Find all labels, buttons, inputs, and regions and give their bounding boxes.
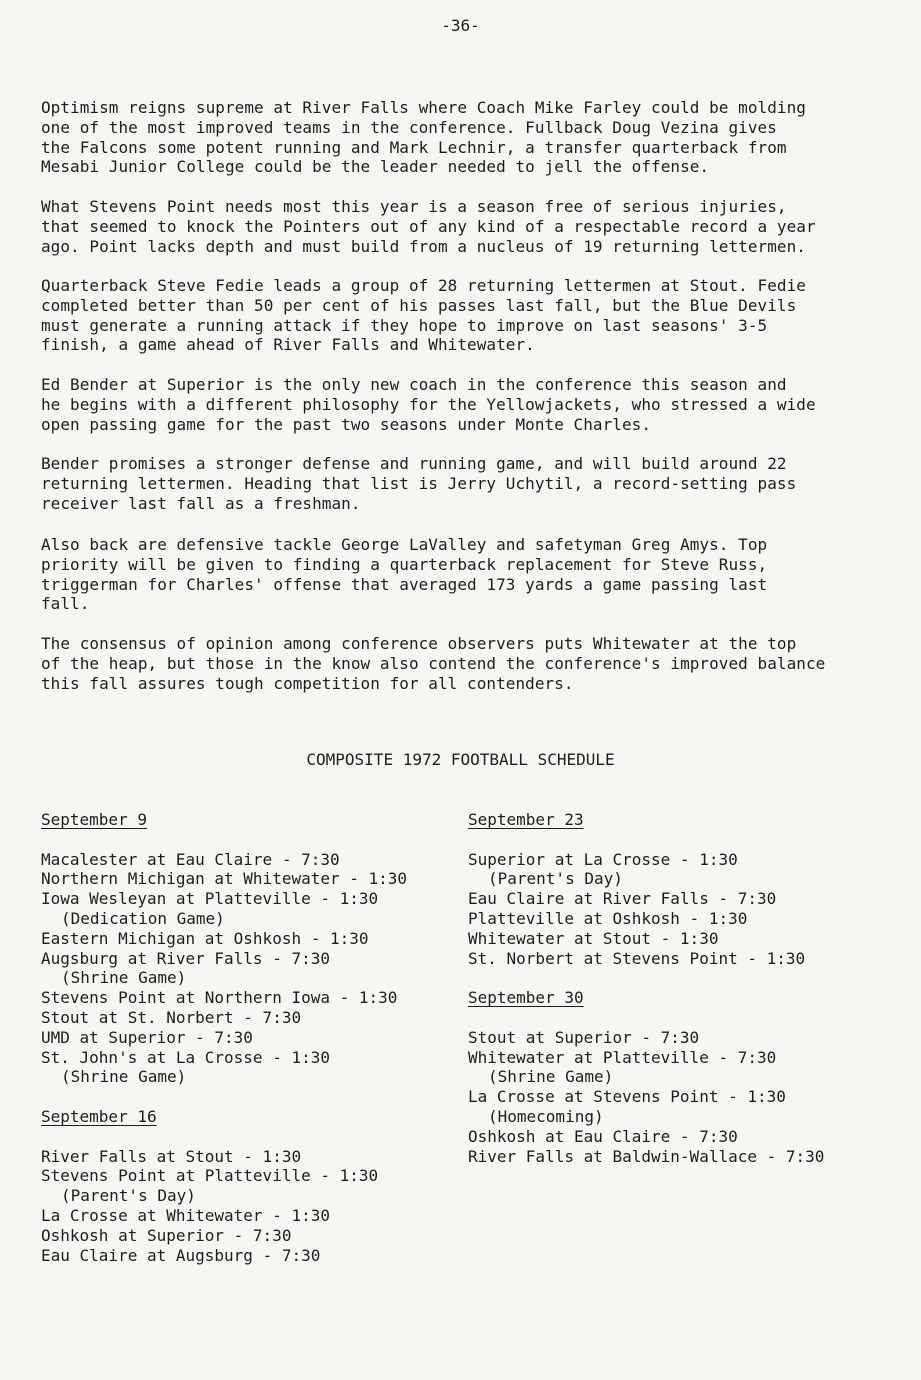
schedule-game: Eau Claire at River Falls - 7:30 (468, 889, 777, 909)
section-gap (468, 968, 908, 988)
paragraph-superior-coach: Ed Bender at Superior is the only new coach in the conference this season and he begins with a different philosophy for the Yellowjackets, who stressed a wide open passing game for the past two seasons under Monte Charles. (41, 375, 816, 434)
section-gap (468, 1008, 908, 1028)
schedule-game: Oshkosh at Eau Claire - 7:30 (468, 1126, 738, 1146)
section-gap (41, 830, 461, 850)
schedule-game: Macalester at Eau Claire - 7:30 (41, 849, 340, 869)
schedule-date-heading: September 23 (468, 810, 584, 829)
schedule-game-note: (Parent's Day) (488, 869, 623, 889)
paragraph-river-falls: Optimism reigns supreme at River Falls where Coach Mike Farley could be molding one of the most improved teams in the conference. Fullback Doug Vezina gives the Falcons some potent running and Mark Lechnir, a transfer quarterback from Mesabi Junior College could be the leader needed to jell the offense. (41, 98, 806, 177)
schedule-game: Iowa Wesleyan at Platteville - 1:30 (41, 889, 379, 909)
schedule-game-note: (Homecoming) (488, 1106, 604, 1126)
paragraph-stout: Quarterback Steve Fedie leads a group of 28 returning lettermen at Stout. Fedie completed better than 50 per cent of his passes last fall, but the Blue Devils must generate a running attack if they hope to improve on last seasons' 3-5 finish, a game ahead of River Falls and Whitewater. (41, 276, 806, 355)
schedule-game: Northern Michigan at Whitewater - 1:30 (41, 869, 408, 889)
schedule-game: Whitewater at Stout - 1:30 (468, 928, 719, 948)
section-gap (41, 1087, 461, 1107)
schedule-game-note: (Shrine Game) (488, 1067, 614, 1087)
schedule-title: COMPOSITE 1972 FOOTBALL SCHEDULE (306, 750, 615, 769)
schedule-date-heading: September 16 (41, 1106, 157, 1126)
schedule-game-note: (Shrine Game) (61, 968, 187, 988)
schedule-game: Stevens Point at Northern Iowa - 1:30 (41, 988, 398, 1008)
schedule-game: Superior at La Crosse - 1:30 (468, 849, 738, 869)
schedule-game: River Falls at Stout - 1:30 (41, 1146, 302, 1166)
schedule-game: St. Norbert at Stevens Point - 1:30 (468, 948, 806, 968)
schedule-game-note: (Shrine Game) (61, 1067, 187, 1087)
paragraph-consensus: The consensus of opinion among conference observers puts Whitewater at the top of the heap, but those in the know also contend the conference's improved balance this fall assures tough competition for all contenders. (41, 634, 826, 693)
schedule-date-heading: September 9 (41, 810, 147, 829)
schedule-game: Eau Claire at Augsburg - 7:30 (41, 1245, 321, 1265)
paragraph-superior-returnees: Also back are defensive tackle George LaValley and safetyman Greg Amys. Top priority will be given to finding a quarterback replacement for Steve Russ, triggerman for Charles' offense that averaged 173 yards a game passing last fall. (41, 535, 768, 614)
schedule-column-left (41, 810, 461, 1265)
schedule-game: Augsburg at River Falls - 7:30 (41, 948, 330, 968)
schedule-game: Stout at St. Norbert - 7:30 (41, 1007, 302, 1027)
schedule-game: Stout at Superior - 7:30 (468, 1027, 700, 1047)
schedule-game: Whitewater at Platteville - 7:30 (468, 1047, 777, 1067)
paragraph-stevens-point: What Stevens Point needs most this year is a season free of serious injuries, that seemed to knock the Pointers out of any kind of a respectable record a year ago. Point lacks depth and must build from a nucleus of 19 returning lettermen. (41, 197, 816, 256)
schedule-date-heading: September 30 (468, 988, 584, 1008)
paragraph-superior-defense: Bender promises a stronger defense and running game, and will build around 22 returning lettermen. Heading that list is Jerry Uchytil, a record-setting pass receiver last fall as a freshman. (41, 454, 797, 513)
schedule-game: Stevens Point at Platteville - 1:30 (41, 1166, 379, 1186)
schedule-game: Oshkosh at Superior - 7:30 (41, 1225, 292, 1245)
schedule-game: River Falls at Baldwin-Wallace - 7:30 (468, 1146, 825, 1166)
schedule-game: St. John's at La Crosse - 1:30 (41, 1047, 330, 1067)
page-number: -36- (441, 16, 480, 35)
schedule-game: La Crosse at Whitewater - 1:30 (41, 1205, 330, 1225)
schedule-game-note: (Dedication Game) (61, 908, 225, 928)
schedule-game: Eastern Michigan at Oshkosh - 1:30 (41, 928, 369, 948)
schedule-column-right (468, 810, 908, 1166)
schedule-game: Platteville at Oshkosh - 1:30 (468, 908, 748, 928)
schedule-game-note: (Parent's Day) (61, 1186, 196, 1206)
section-gap (41, 1127, 461, 1147)
schedule-game: UMD at Superior - 7:30 (41, 1027, 253, 1047)
section-gap (468, 830, 908, 850)
schedule-game: La Crosse at Stevens Point - 1:30 (468, 1087, 786, 1107)
